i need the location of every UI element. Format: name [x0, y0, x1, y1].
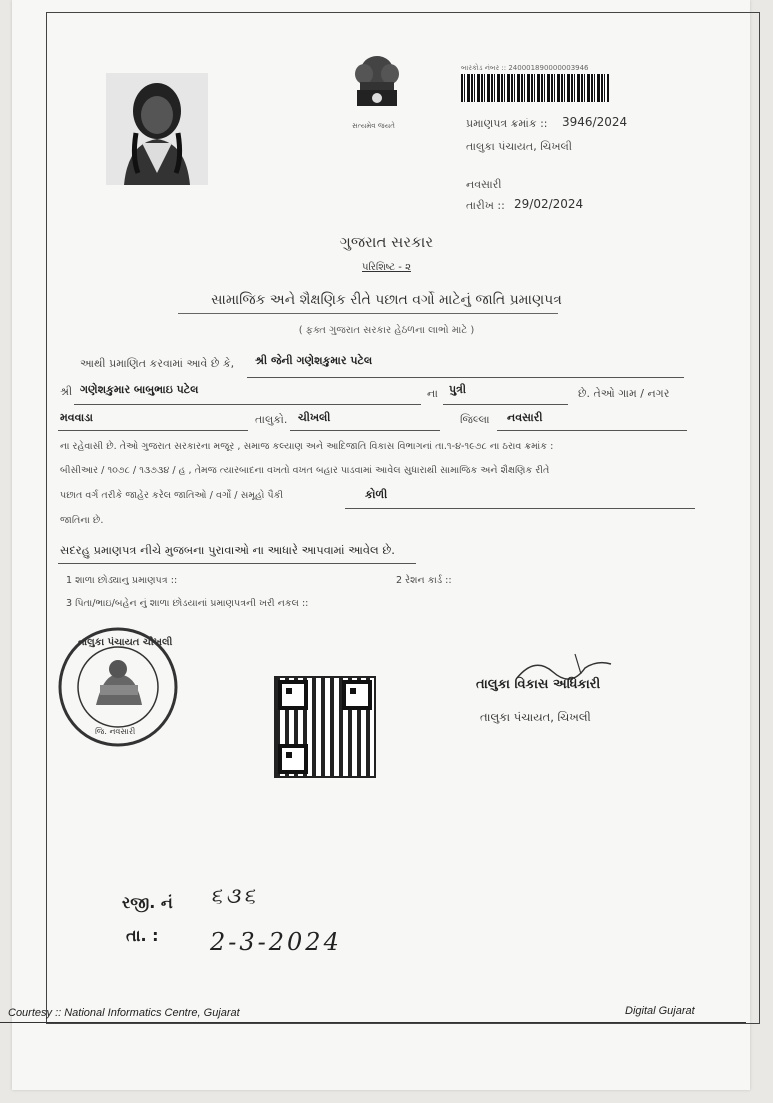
certificate-no: 3946/2024 — [562, 115, 628, 129]
date-label: તારીખ :: — [466, 199, 505, 212]
caste-value: કોળી — [365, 488, 388, 501]
qr-code — [274, 676, 376, 778]
evidence-heading: સદરહુ પ્રમાણપત્ર નીચે મુજબના પુરાવાઓ ના આધારે આપવામાં આવેલ છે. — [60, 543, 395, 557]
issuing-office: તાલુકા પંચાયત, ચિખલી — [466, 140, 572, 153]
registration-label: રજી. નં — [122, 893, 173, 912]
evidence-underline — [58, 563, 416, 564]
evidence-item-3: 3 પિતા/ભાઇ/બહેન નું શાળા છોડયાનાં પ્રમાણપત્રની ખરી નકલ :: — [66, 598, 309, 609]
certificate-title: સામાજિક અને શૈક્ષણિક રીતે પછાત વર્ગો માટેનું જાતિ પ્રમાણપત્ર — [211, 292, 562, 308]
shri-label: શ્રી — [60, 385, 73, 398]
certificate-no-label: પ્રમાણપત્ર ક્રમાંક :: — [466, 117, 548, 130]
emblem-motto: સત્યમેવ જયતે — [352, 122, 395, 130]
issue-date: 29/02/2024 — [514, 197, 584, 211]
applicant-photo — [106, 73, 208, 185]
barcode-graphic — [461, 74, 609, 102]
father-name: ગણેશકુમાર બાબુભાઇ પટેલ — [80, 383, 199, 396]
handwritten-date: 2-3-2024 — [210, 928, 342, 956]
footer-rule — [0, 1022, 746, 1023]
taluka-value: ચીખલી — [298, 411, 331, 424]
evidence-item-1: 1 શાળા છોડ્યાનુ પ્રમાણપત્ર :: — [66, 575, 178, 586]
government-title: ગુજરાત સરકાર — [339, 233, 434, 251]
district-line — [497, 430, 687, 431]
seal-text: તાલુકા પંચાયત ચીખલી — [78, 637, 173, 648]
evidence-item-2: 2 રેશન કાર્ડ :: — [396, 575, 452, 586]
footer-courtesy: Courtesy :: National Informatics Centre, Gujarat — [8, 1007, 240, 1019]
na-label: ના — [427, 387, 438, 400]
district-label: જિલ્લા — [460, 413, 490, 426]
applicant-name: શ્રી જેની ગણેશકુમાર પટેલ — [255, 354, 373, 367]
handwritten-date-label: તા. : — [126, 926, 159, 945]
relation-value: પુત્રી — [449, 383, 467, 396]
village-value: મવવાડા — [60, 411, 93, 424]
emblem-icon — [348, 52, 406, 122]
father-name-line — [74, 404, 421, 405]
paragraph-line-4: જાતિના છે. — [60, 515, 104, 526]
relation-line — [443, 404, 568, 405]
applicant-name-line — [247, 377, 684, 378]
registration-number: ૬૩૬ — [210, 884, 259, 909]
certificate-subtitle: ( ફક્ત ગુજરાત સરકાર હેઠળના લાભો માટે ) — [298, 325, 475, 336]
village-label: છે. તેઓ ગામ / નગર — [578, 387, 670, 400]
district-value: નવસારી — [507, 411, 543, 424]
paragraph-line-2: બીસીઆર / ૧૦૭૮ / ૧૩૭૩૪ / હ , તેમજ ત્યારબાદના વખતો વખત બહાર પાડવામાં આવેલ સુધારાથી સામાજિક અને શૈક્ષણિક રીતે — [60, 465, 550, 476]
paragraph-line-3: પછાત વર્ગ તરીકે જાહેર કરેલ જાતિઓ / વર્ગો / સમૂહો પૈકી — [60, 490, 284, 501]
signatory-title: તાલુકા વિકાસ અધિકારી — [476, 677, 601, 692]
title-underline — [178, 313, 558, 314]
certify-text: આથી પ્રમાણિત કરવામાં આવે છે કે, — [80, 357, 235, 370]
footer-brand: Digital Gujarat — [625, 1005, 695, 1017]
barcode-number: બારકોડ નંબર :: 240001890000003946 — [461, 64, 589, 72]
seal-bottom-text: જિ. નવસારી — [95, 727, 136, 736]
caste-line — [345, 508, 695, 509]
taluka-label: તાલુકો. — [255, 413, 288, 426]
signatory-office: તાલુકા પંચાયત, ચિખલી — [480, 710, 591, 724]
annexure-label: પરિશિષ્ટ - ૨ — [362, 262, 411, 273]
issuing-district: નવસારી — [466, 178, 502, 191]
paragraph-line-1: ના રહેવાસી છે. તેઓ ગુજરાત સરકારના મજૂર , સમાજ કલ્યાણ અને આદિજાતિ વિકાસ વિભાગનાં તા.૧-૪-૧૯૭૮ ના ઠરાવ ક્રમાંક : — [60, 441, 554, 452]
village-line — [58, 430, 248, 431]
taluka-line — [290, 430, 440, 431]
